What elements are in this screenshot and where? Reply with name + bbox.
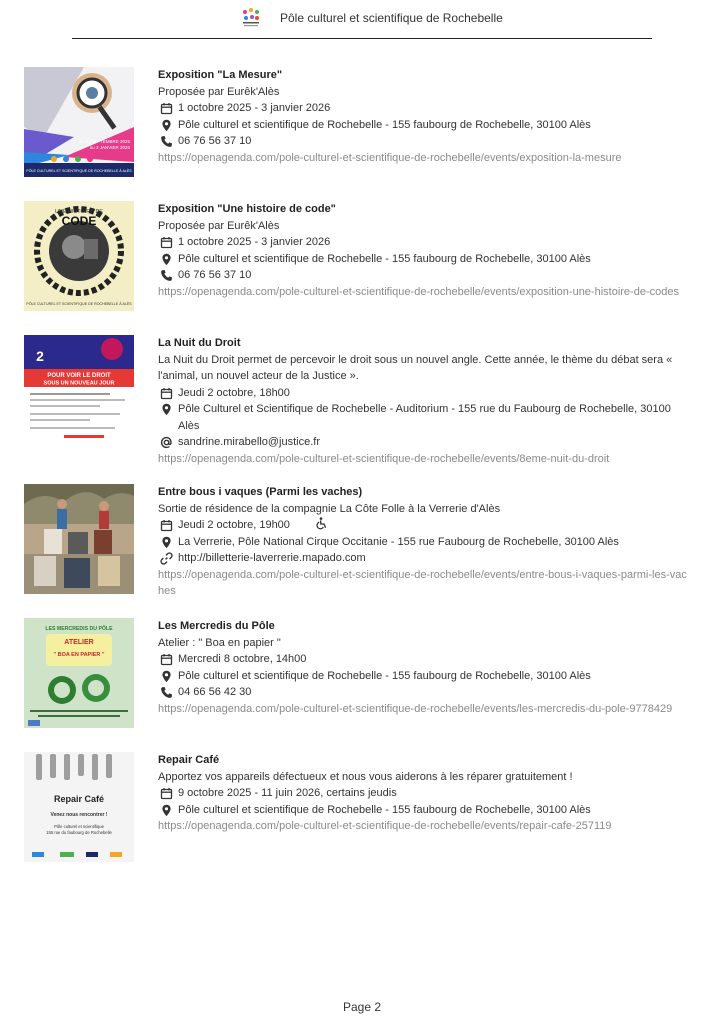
- event-date: Mercredi 8 octobre, 14h00: [178, 653, 307, 665]
- location-pin-icon: [160, 536, 173, 549]
- event-subtitle: La Nuit du Droit permet de percevoir le droit sous un nouvel angle. Cette année, le thème du débat sera « l'animal, un nouvel acteur de la Justice ».: [158, 353, 673, 382]
- poster-code-title: CODE: [61, 214, 97, 228]
- page-header: [72, 0, 652, 39]
- event-title: Les Mercredis du Pôle: [158, 620, 275, 632]
- calendar-icon: [160, 787, 173, 800]
- phone-icon: [160, 686, 173, 699]
- calendar-icon: [160, 236, 173, 249]
- event-location: La Verrerie, Pôle National Cirque Occitanie - 155 rue Faubourg de Rochebelle, 30100 Alès: [178, 535, 619, 548]
- event-title: La Nuit du Droit: [158, 337, 241, 349]
- event-subtitle: Proposée par Eurêk'Alès: [158, 219, 280, 232]
- event-website[interactable]: http://billetterie-laverrerie.mapado.com: [178, 552, 366, 564]
- location-pin-icon: [160, 670, 173, 683]
- poster-address: 155 rue du faubourg de Rochebelle: [46, 830, 112, 835]
- event-title: Exposition "Une histoire de code": [158, 203, 336, 215]
- event-subtitle: Sortie de résidence de la compagnie La Côte Folle à la Verrerie d'Alès: [158, 502, 501, 515]
- poster-caption: PÔLE CULTUREL ET SCIENTIFIQUE DE ROCHEBELLE À ALÈS: [26, 169, 132, 173]
- event-date: Jeudi 2 octobre, 19h00: [178, 519, 290, 531]
- event-location: Pôle culturel et scientifique de Rochebelle - 155 faubourg de Rochebelle, 30100 Alès: [178, 252, 591, 265]
- event-poster[interactable]: [24, 618, 134, 728]
- event-photo[interactable]: [24, 484, 134, 594]
- wheelchair-accessible-icon: [315, 517, 328, 530]
- poster-day: 2: [36, 348, 44, 364]
- event-subtitle: Atelier : " Boa en papier ": [158, 636, 281, 649]
- event-subtitle: Proposée par Eurêk'Alès: [158, 85, 280, 98]
- event-phone[interactable]: 04 66 56 42 30: [178, 686, 252, 698]
- phone-icon: [160, 135, 173, 148]
- calendar-icon: [160, 519, 173, 532]
- event-date: 1 octobre 2025 - 3 janvier 2026: [178, 236, 331, 248]
- event-poster[interactable]: [24, 335, 134, 445]
- poster-headline-1: POUR VOIR LE DROIT: [47, 373, 111, 379]
- page-number: Page 2: [342, 1000, 382, 1014]
- poster-caption: PÔLE CULTUREL ET SCIENTIFIQUE DE ROCHEBELLE À ALÈS: [26, 302, 132, 306]
- event-email[interactable]: sandrine.mirabello@justice.fr: [178, 436, 321, 448]
- event-url[interactable]: https://openagenda.com/pole-culturel-et-scientifique-de-rochebelle/events/exposition-la-mesure: [158, 151, 622, 164]
- location-pin-icon: [160, 804, 173, 817]
- event-location: Pôle culturel et scientifique de Rochebelle - 155 faubourg de Rochebelle, 30100 Alès: [178, 669, 591, 682]
- event-url[interactable]: https://openagenda.com/pole-culturel-et-scientifique-de-rochebelle/events/exposition-une-histoire-de-codes: [158, 285, 679, 298]
- calendar-icon: [160, 653, 173, 666]
- event-url[interactable]: https://openagenda.com/pole-culturel-et-scientifique-de-rochebelle/events/8eme-nuit-du-droit: [158, 452, 610, 465]
- event-date: Jeudi 2 octobre, 18h00: [178, 386, 290, 399]
- header-title: Pôle culturel et scientifique de Rochebelle: [280, 11, 503, 25]
- event-phone[interactable]: 06 76 56 37 10: [178, 269, 252, 281]
- at-sign-icon: [160, 436, 173, 449]
- event-title: Repair Café: [158, 754, 220, 766]
- pole-logo-icon: [240, 7, 262, 29]
- phone-icon: [160, 269, 173, 282]
- calendar-icon: [160, 387, 173, 400]
- poster-headline-2: SOUS UN NOUVEAU JOUR: [43, 380, 115, 387]
- event-subtitle: Apportez vos appareils défectueux et nous vous aiderons à les réparer gratuitement !: [158, 770, 573, 783]
- event-location: Pôle Culturel et Scientifique de Rochebelle - Auditorium - 155 rue du Faubourg de Rochebelle, 30100 Alès: [178, 403, 671, 432]
- event-poster[interactable]: [24, 752, 134, 862]
- event-date: 1 octobre 2025 - 3 janvier 2026: [178, 102, 331, 114]
- event-poster[interactable]: [24, 67, 134, 177]
- event-location: Pôle culturel et scientifique de Rochebelle - 155 faubourg de Rochebelle, 30100 Alès: [178, 803, 591, 816]
- event-date: 9 octobre 2025 - 11 juin 2026, certains jeudis: [178, 787, 397, 799]
- event-poster[interactable]: [24, 201, 134, 311]
- location-pin-icon: [160, 253, 173, 266]
- event-url[interactable]: https://openagenda.com/pole-culturel-et-scientifique-de-rochebelle/events/entre-bous-i-vaques-parmi-les-vaches: [158, 568, 687, 597]
- calendar-icon: [160, 102, 173, 115]
- location-pin-icon: [160, 403, 173, 416]
- poster-invite: Venez nous rencontrer !: [50, 812, 108, 818]
- location-pin-icon: [160, 119, 173, 132]
- poster-series: LES MERCREDIS DU PÔLE: [45, 626, 113, 632]
- poster-venue: Pôle culturel et scientifique: [54, 824, 104, 829]
- event-title: Entre bous i vaques (Parmi les vaches): [158, 486, 363, 498]
- poster-dates-2: au 3 JANVIER 2026: [89, 145, 130, 150]
- poster-dates-1: du 26 SEPTEMBRE 2025: [78, 139, 130, 144]
- event-location: Pôle culturel et scientifique de Rochebelle - 155 faubourg de Rochebelle, 30100 Alès: [178, 118, 591, 131]
- link-icon: [160, 552, 173, 565]
- event-url[interactable]: https://openagenda.com/pole-culturel-et-scientifique-de-rochebelle/events/les-mercredis-du-pole-9778429: [158, 702, 673, 715]
- poster-title: Repair Café: [53, 794, 105, 804]
- poster-atelier: ATELIER: [64, 639, 94, 646]
- event-title: Exposition "La Mesure": [158, 69, 283, 81]
- event-phone[interactable]: 06 76 56 37 10: [178, 135, 252, 147]
- poster-boa: " BOA EN PAPIER ": [53, 652, 105, 658]
- event-url[interactable]: https://openagenda.com/pole-culturel-et-scientifique-de-rochebelle/events/repair-cafe-257119: [158, 820, 612, 832]
- poster-overline: UNE HISTOIRE DE: [54, 209, 104, 215]
